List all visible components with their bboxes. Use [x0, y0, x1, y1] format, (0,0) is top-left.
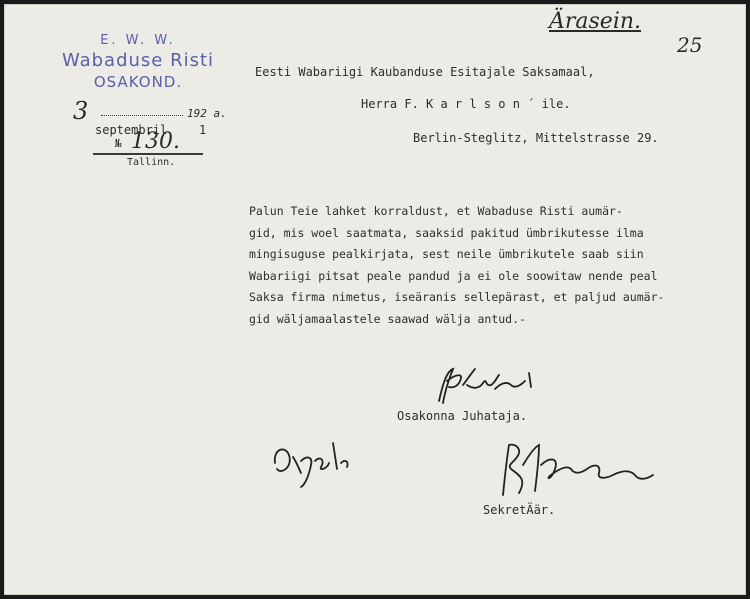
handwritten-page-number: 25 [677, 33, 703, 57]
stamp-line-1: E. W. W. [100, 33, 176, 48]
body-line: mingisuguse pealkirjata, sest neile ümbrikutele saab siin [249, 247, 644, 261]
body-line: Palun Teie lahket korraldust, et Wabaduse Risti aumär- [249, 204, 623, 218]
signature-secretary [489, 435, 669, 505]
stamp-line-3: OSAKOND. [93, 73, 183, 91]
signatory-title-secretary: SekretÄär. [483, 503, 556, 517]
registration-year-suffix: 192 a. [187, 107, 227, 120]
body-line: gid wäljamaalastele saawad wälja antud.- [249, 311, 526, 326]
registration-number: 130. [131, 129, 180, 154]
body-line: Saksa firma nimetus, iseäranis sellepärast, et paljud aumär- [249, 290, 665, 304]
registration-year-digit: 1 [199, 123, 207, 137]
handwritten-note-top: Ärasein. [549, 9, 642, 34]
signature-head [429, 363, 549, 407]
dotted-line [101, 115, 183, 116]
registration-day: 3 [73, 97, 89, 125]
registration-number-sign: № [115, 137, 122, 150]
body-line: Wabariigi pitsat peale pandud ja ei ole soowitaw nende peal [249, 268, 658, 283]
registration-city: Tallinn. [127, 157, 176, 168]
document-page [4, 4, 746, 595]
registration-underline [93, 153, 203, 155]
recipient-line-2: Herra F. K a r l s o n ´ ile. [361, 97, 571, 111]
letter-body [249, 201, 729, 330]
recipient-address: Berlin-Steglitz, Mittelstrasse 29. [413, 131, 659, 145]
stamp-line-2: Wabaduse Risti [61, 50, 215, 71]
recipient-line-1: Eesti Wabariigi Kaubanduse Esitajale Saksamaal, [255, 65, 595, 79]
registration-month: septembril [95, 123, 168, 137]
body-line: gid, mis woel saatmata, saaksid pakitud ümbrikutesse ilma [249, 225, 644, 240]
organization-stamp [53, 11, 223, 91]
handwritten-note-bottom-left [267, 433, 367, 489]
registration-block [69, 97, 227, 168]
signatory-title-head: Osakonna Juhataja. [397, 409, 528, 423]
